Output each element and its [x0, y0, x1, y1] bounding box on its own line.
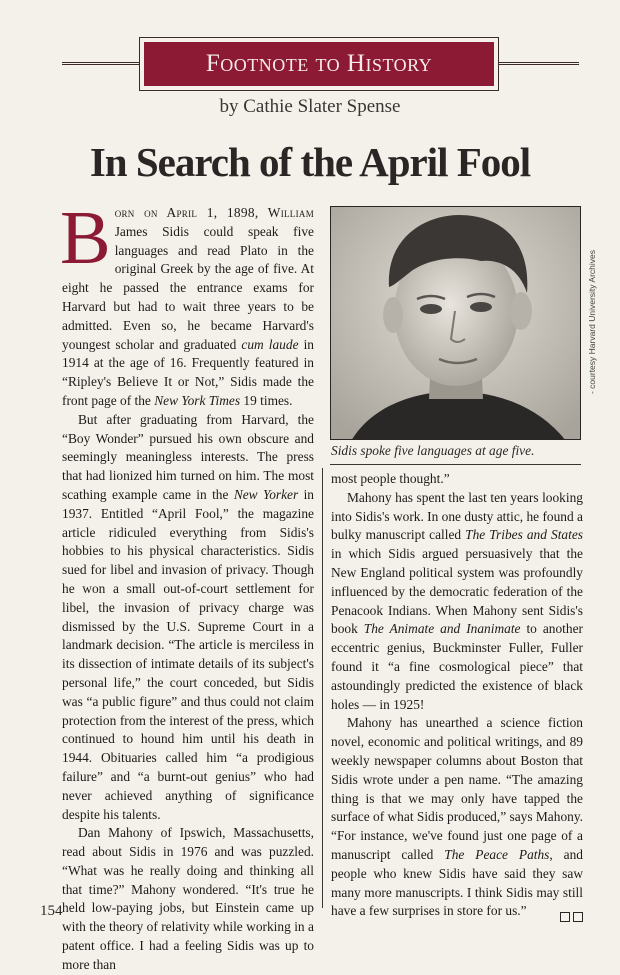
lead-in: orn on April 1, 1898, William — [114, 205, 314, 220]
end-square-icon — [573, 912, 583, 922]
photo-credit: - courtesy Harvard University Archives — [587, 249, 597, 395]
headline: In Search of the April Fool — [89, 139, 531, 185]
article-column-left — [60, 196, 314, 975]
end-square-icon — [560, 912, 570, 922]
end-mark — [541, 907, 583, 926]
caption-rule — [330, 464, 581, 465]
article-column-right — [331, 470, 583, 926]
paragraph-5: Mahony has unearthed a science fiction novel, economic and political writings, and 89 weekly newspaper columns about Boston that Sidis wrote under a pen name. “The amazing thing is that we may only have tapped the surface of what Sidis produced,” says Mahony. “For instance, we've found just one page of a manuscript called The Peace Paths, and people who knew Sidis have said they saw many more manuscripts. I think Sidis may still have a few surprises in store for us.” — [331, 714, 583, 921]
photo-caption: Sidis spoke five languages at age five. — [331, 443, 535, 458]
paragraph-2: But after graduating from Harvard, the “Boy Wonder” pursued his own obscure and seemingly meaningless interests. The press that had lionized him turned on him. The most scathing example came in the New Yorker in 1937. Entitled “April Fool,” the magazine article ridiculed everything from Sidis's hobbies to his physical characteristics. Sidis sued for libel and invasion of privacy. Though he won a small out-of-court settlement for libel, the invasion of privacy charge was dismissed by the U.S. Supreme Court in a landmark decision. “The article is merciless in its dissection of intimate details of its subject's personal life,” the court conceded, but Sidis was “a public figure” and thus could not claim protection from the interest of the press, which continued to hound him until his death in 1944. Obituaries called him “a prodigious failure” and “a burnt-out genius” who had never achieved anything of significance despite his talents. — [62, 411, 314, 822]
section-title: Footnote to History — [144, 42, 494, 86]
section-banner — [139, 37, 499, 91]
paragraph-3: Dan Mahony of Ipswich, Massachusetts, read about Sidis in 1976 and was puzzled. “What was he really doing and thinking all that time?” Mahony wondered. “It's true he held low-paying jobs, but Einstein came up with the theory of relativity while working in a patent office. I had a feeling Sidis was up to more than — [62, 825, 314, 972]
paragraph-4: Mahony has spent the last ten years looking into Sidis's work. In one dusty attic, he found a bulky manuscript called The Tribes and States in which Sidis argued persuasively that the New England political system was profoundly influenced by the democratic federation of the Penacook Indians. When Mahony sent Sidis's book The Animate and Inanimate to another eccentric genius, Buckminster Fuller, Fuller found it “a fine cosmological piece” that astoundingly predicted the existence of black holes — in 1925! — [331, 489, 583, 712]
byline: by Cathie Slater Spense — [219, 96, 401, 117]
portrait-illustration — [331, 207, 581, 440]
portrait-photo — [330, 206, 581, 440]
paragraph-3-continued: most people thought.” — [331, 471, 450, 486]
page-number: 154 — [40, 903, 63, 919]
column-divider — [322, 468, 323, 908]
header-rule-left — [62, 62, 140, 65]
header-rule-right — [499, 62, 579, 65]
paragraph-1: Born on April 1, 1898, William James Sidis could speak five languages and read Plato in the original Greek by the age of five. At eight he passed the entrance exams for Harvard but had to wait three years to be admitted. Even so, he became Harvard's youngest scholar and graduated cum laude in 1914 at the age of 16. Frequently featured in “Ripley's Believe It or Not,” Sidis made the front page of the New York Times 19 times. — [60, 196, 314, 408]
drop-cap: B — [60, 196, 111, 280]
